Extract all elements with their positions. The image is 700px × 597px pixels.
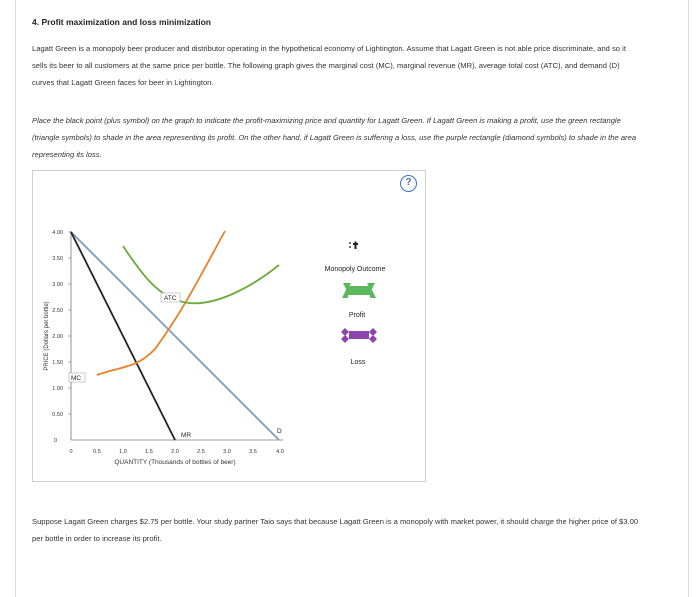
y-axis-label: PRICE (Dollars per bottle): [44, 301, 50, 371]
y-tick-label: 0: [53, 438, 57, 444]
y-tick-label: 2.50: [52, 308, 63, 314]
x-tick-label: 0: [69, 449, 73, 455]
x-tick-label: 4.0: [276, 449, 284, 455]
graph-panel: [32, 170, 426, 482]
loss-rectangle-tool[interactable]: [341, 328, 377, 366]
y-tick-labels: [52, 230, 63, 444]
intro-paragraph: Lagatt Green is a monopoly beer producer and distributor operating in the hypothetical economy of Lightington. Assume that Lagatt Green is not able price discriminate, and so it sells its beer to all customers at the same price per bottle. The following graph gives the marginal cost (MC), marginal revenue (MR), average total cost (ATC), and demand (D) curves that Lagatt Green faces for beer in Lightington.: [32, 44, 626, 87]
x-tick-label: 3.0: [223, 449, 231, 455]
loss-label: Loss: [350, 359, 366, 366]
profit-rectangle-tool[interactable]: [342, 283, 376, 319]
x-tick-label: 0.5: [93, 449, 101, 455]
y-tick-label: 4.00: [52, 230, 63, 236]
monopoly-outcome-label: Monopoly Outcome: [324, 266, 386, 273]
atc-label: ATC: [164, 295, 177, 302]
instructions-paragraph: Place the black point (plus symbol) on the graph to indicate the profit-maximizing price and quantity for Lagatt Green. If Lagatt Green is making a profit, use the green rectangle (triangle symbols) to shade in the area representing its profit. On the other hand, if Lagatt Green is suffering a loss, use the purple rectangle (diamond symbols) to shade in the area representing its loss.: [32, 116, 637, 159]
x-tick-labels: [69, 449, 283, 455]
x-tick-label: 2.5: [197, 449, 205, 455]
y-tick-label: 3.50: [52, 256, 63, 262]
followup-paragraph: Suppose Lagatt Green charges $2.75 per bottle. Your study partner Taio says that because Lagatt Green is a monopoly with market power, it should charge the higher price of $3.00 per bottle in order to increase its profit.: [32, 517, 639, 543]
y-tick-label: 1.00: [52, 386, 63, 392]
demand-curve: [71, 232, 279, 440]
x-tick-label: 2.0: [171, 449, 179, 455]
monopoly-outcome-tool[interactable]: [325, 242, 386, 274]
help-button[interactable]: ?: [400, 175, 417, 192]
x-tick-label: 1.5: [145, 449, 153, 455]
y-tick-label: 2.00: [52, 334, 63, 340]
monopoly-graph[interactable]: [33, 171, 425, 481]
curve-labels: [69, 293, 282, 439]
x-tick-label: 3.5: [249, 449, 257, 455]
profit-label: Profit: [348, 312, 366, 319]
x-axis-label: QUANTITY (Thousands of bottles of beer): [114, 459, 236, 466]
x-tick-label: 1.0: [119, 449, 127, 455]
question-heading: 4. Profit maximization and loss minimization: [32, 17, 212, 27]
y-tick-label: 0.50: [52, 412, 63, 418]
mc-label: MC: [71, 375, 82, 382]
y-tick-label: 1.50: [52, 360, 63, 366]
y-tick-label: 3.00: [52, 282, 63, 288]
marginal-revenue-curve: [71, 232, 175, 440]
mr-label: MR: [181, 432, 192, 439]
d-label: D: [277, 428, 282, 435]
y-tick-marks: [68, 232, 71, 414]
